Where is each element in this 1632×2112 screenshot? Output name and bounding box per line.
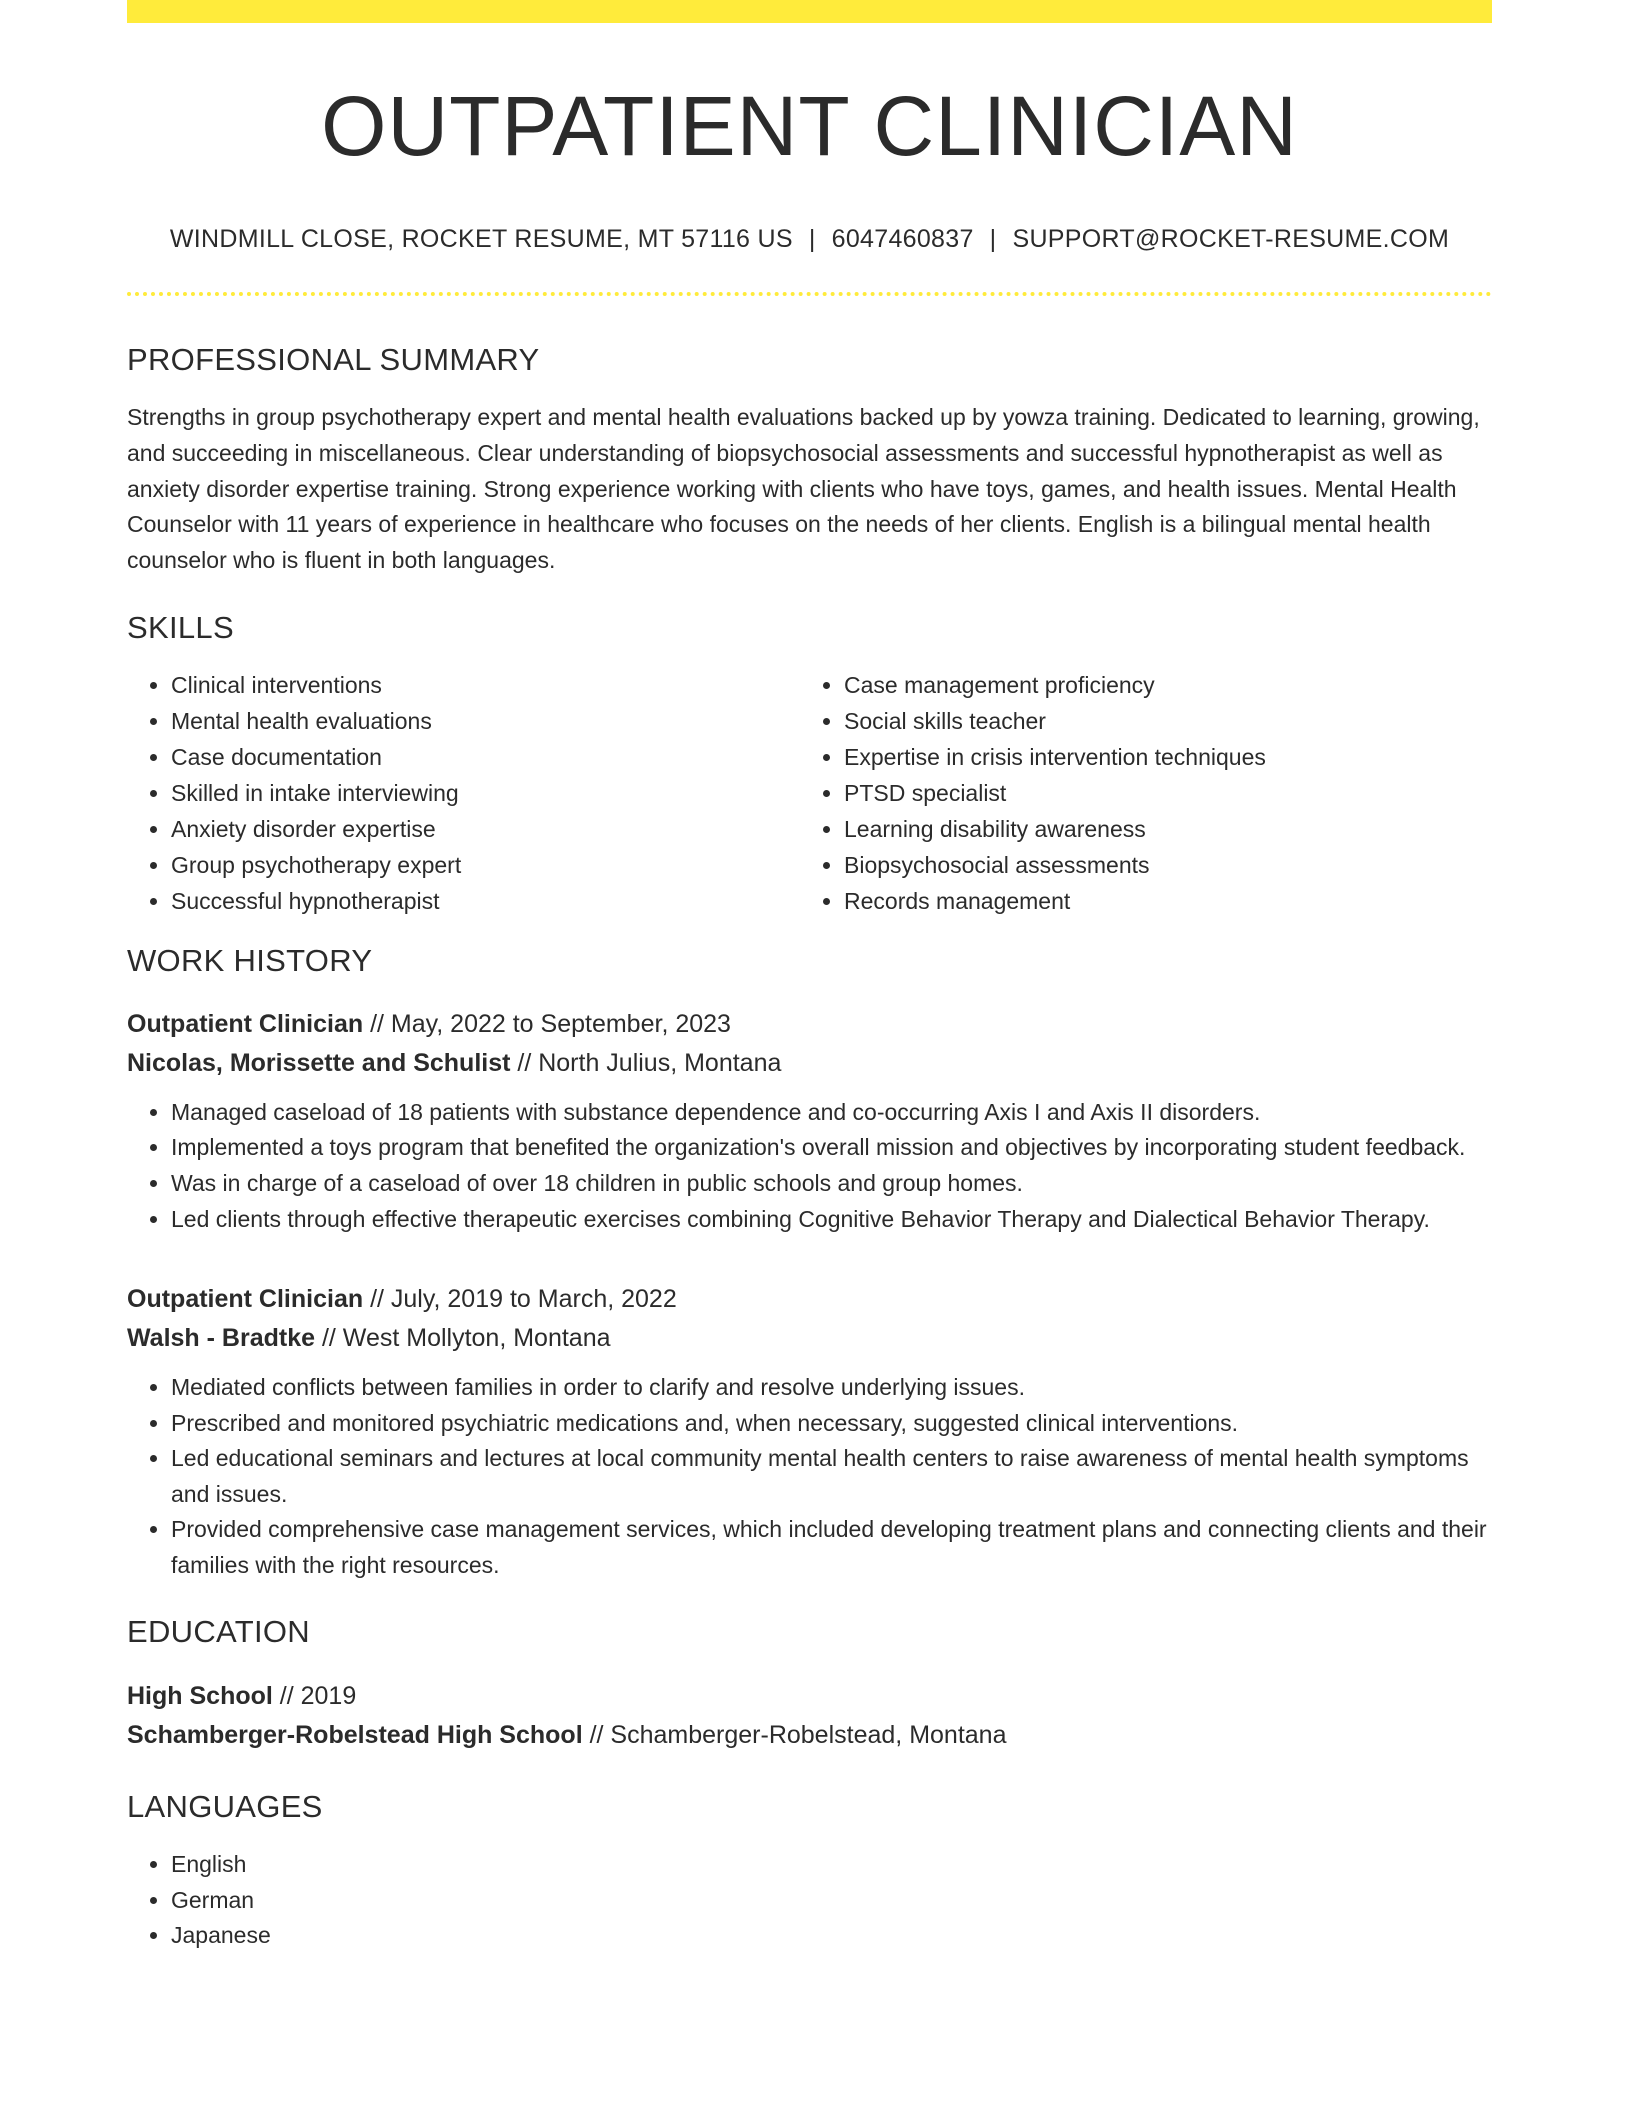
skill-item: • Case management proficiency [844, 667, 1473, 703]
skill-item: • Records management [844, 883, 1473, 919]
language-item: • Japanese [171, 1918, 1492, 1954]
contact-email: SUPPORT@ROCKET-RESUME.COM [1012, 225, 1450, 254]
skill-item: • Social skills teacher [844, 703, 1473, 739]
education-school: Schamberger-Robelstead High School [127, 1720, 583, 1749]
skills-columns [127, 667, 1492, 919]
job-title-line [127, 1280, 1492, 1319]
resume-name: OUTPATIENT CLINICIAN [321, 79, 1298, 173]
job-company: Nicolas, Morissette and Schulist [127, 1048, 511, 1077]
contact-line [127, 224, 1492, 254]
job-bullets [127, 1095, 1492, 1237]
language-item: • German [171, 1883, 1492, 1919]
skills-title: SKILLS [127, 610, 234, 646]
job-dates: // May, 2022 to September, 2023 [363, 1009, 731, 1038]
job-location: // North Julius, Montana [510, 1048, 782, 1077]
summary-text: Strengths in group psychotherapy expert and mental health evaluations backed up by yowza training. Dedicated to learning, growing, and succeeding in miscellaneous. Clear understanding of biopsychosocial assessments and successful hypnotherapist as well as anxiety disorder expertise training. Strong experience working with clients who have toys, games, and health issues. Mental Health Counselor with 11 years of experience in healthcare who focuses on the needs of her clients. English is a bilingual mental health counselor who is fluent in both languages. [127, 404, 1480, 573]
languages-title: LANGUAGES [127, 1788, 323, 1824]
education-location: // Schamberger-Robelstead, Montana [582, 1720, 1007, 1749]
languages-list [127, 1847, 1492, 1954]
skill-item: • Expertise in crisis intervention techniques [844, 739, 1473, 775]
job-location: // West Mollyton, Montana [315, 1324, 611, 1353]
top-accent-bar [127, 0, 1492, 23]
skill-item: • PTSD specialist [844, 775, 1473, 811]
job-bullet: • Prescribed and monitored psychiatric medications and, when necessary, suggested clinical interventions. [171, 1406, 1492, 1442]
job-title-line [127, 1005, 1492, 1044]
contact-separator: | [989, 225, 997, 254]
job-entry [127, 1280, 1492, 1584]
contact-phone: 6047460837 [831, 225, 974, 254]
education-school-line [127, 1716, 1492, 1755]
skill-item: • Anxiety disorder expertise [171, 811, 800, 847]
education-entry [127, 1677, 1492, 1755]
job-bullet: • Led educational seminars and lectures at local community mental health centers to raise awareness of mental health symptoms and issues. [171, 1441, 1492, 1512]
job-bullets [127, 1370, 1492, 1584]
job-bullet: • Provided comprehensive case management services, which included developing treatment plans and connecting clients and their families with the right resources. [171, 1512, 1492, 1583]
contact-address: WINDMILL CLOSE, ROCKET RESUME, MT 57116 US [169, 225, 793, 254]
skill-item: • Successful hypnotherapist [171, 883, 800, 919]
job-bullet: • Was in charge of a caseload of over 18 children in public schools and group homes. [171, 1166, 1492, 1202]
dotted-divider [127, 292, 1492, 296]
skill-item: • Skilled in intake interviewing [171, 775, 800, 811]
job-bullet: • Mediated conflicts between families in order to clarify and resolve underlying issues. [171, 1370, 1492, 1406]
language-item: • English [171, 1847, 1492, 1883]
job-company: Walsh - Bradtke [127, 1324, 316, 1353]
skills-left-list [127, 667, 800, 919]
work-history-title: WORK HISTORY [127, 942, 373, 978]
job-company-line [127, 1044, 1492, 1083]
job-dates: // July, 2019 to March, 2022 [363, 1285, 677, 1314]
job-position: Outpatient Clinician [127, 1009, 364, 1038]
education-title: EDUCATION [127, 1613, 310, 1649]
job-bullet: • Led clients through effective therapeutic exercises combining Cognitive Behavior Therapy and Dialectical Behavior Therapy. [171, 1202, 1492, 1238]
skill-item: • Learning disability awareness [844, 811, 1473, 847]
contact-separator: | [808, 225, 816, 254]
skill-item: • Case documentation [171, 739, 800, 775]
job-entry [127, 1005, 1492, 1237]
skill-item: • Group psychotherapy expert [171, 847, 800, 883]
job-company-line [127, 1319, 1492, 1358]
education-degree: High School [127, 1681, 273, 1710]
summary-title: PROFESSIONAL SUMMARY [127, 342, 540, 378]
job-position: Outpatient Clinician [127, 1285, 364, 1314]
education-degree-line [127, 1677, 1492, 1716]
skill-item: • Biopsychosocial assessments [844, 847, 1473, 883]
job-bullet: • Implemented a toys program that benefited the organization's overall mission and objectives by incorporating student feedback. [171, 1130, 1492, 1166]
skill-item: • Clinical interventions [171, 667, 800, 703]
skill-item: • Mental health evaluations [171, 703, 800, 739]
education-year: // 2019 [272, 1681, 357, 1710]
skills-right-list [800, 667, 1473, 919]
job-bullet: • Managed caseload of 18 patients with substance dependence and co-occurring Axis I and Axis II disorders. [171, 1095, 1492, 1131]
resume-page [127, 0, 1492, 1954]
